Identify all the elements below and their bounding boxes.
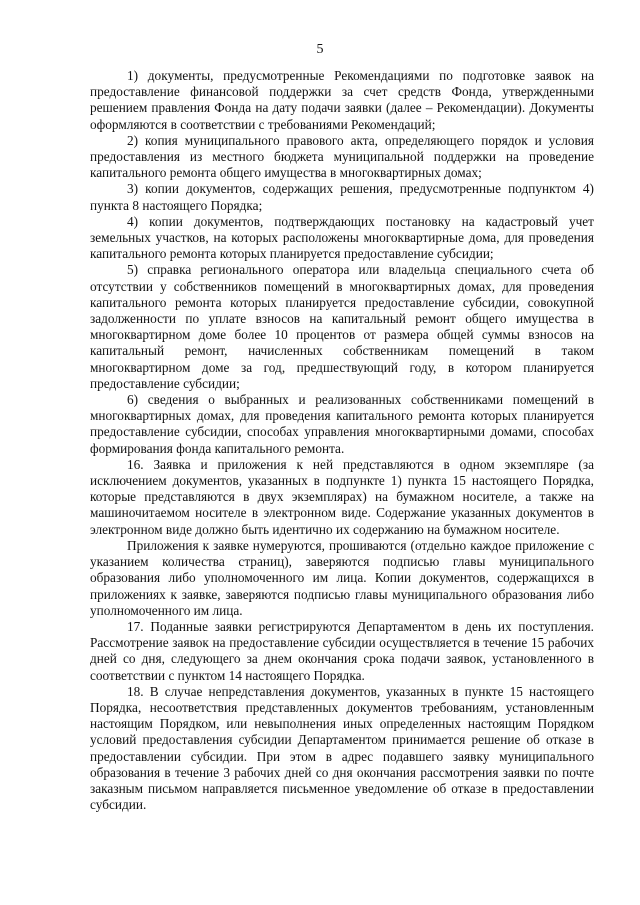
page-number: 5 — [316, 42, 324, 57]
paragraph-item-2: 2) копия муниципального правового акта, определяющего порядок и условия предоставления из местного бюджета муниципальной поддержки на проведение капитального ремонта общего имущества в многоквартирных домах; — [90, 132, 594, 181]
paragraph-16: 16. Заявка и приложения к ней представляются в одном экземпляре (за исключением документов, указанных в подпункте 1) пункта 15 настоящего Порядка, которые представляются в двух экземплярах) на бумажном носителе, а также на машиночитаемом носителе в электронном виде. Содержание указанных документов в электронном виде должно быть идентично их содержанию на бумажном носителе. — [90, 456, 594, 537]
paragraph-18: 18. В случае непредставления документов, указанных в пункте 15 настоящего Порядка, несоответствия представленных документов требованиям, установленным настоящим Порядком, или невыполнения иных определенных настоящим Порядком условий предоставления субсидии Департаментом принимается решение об отказе в предоставлении субсидии. При этом в адрес подавшего заявку муниципального образования в течение 3 рабочих дней со дня окончания рассмотрения заявки по почте заказным письмом направляется письменное уведомление об отказе в предоставлении субсидии. — [90, 683, 594, 813]
paragraph-item-5: 5) справка регионального оператора или владельца специального счета об отсутствии у собственников помещений в многоквартирных домах, для проведения капитального ремонта которых планируется предоставление субсидии, совокупной задолженности по уплате взносов на капитальный ремонт общего имущества в многоквартирном доме более 10 процентов от размера общей суммы взносов на капитальный ремонт, начисленных собственникам помещений в таком многоквартирном доме за год, предшествующий году, в котором планируется предоставление субсидии; — [90, 262, 594, 391]
paragraph-item-6: 6) сведения о выбранных и реализованных собственниками помещений в многоквартирных домах, для проведения капитального ремонта которых планируется предоставление субсидии, способах управления многоквартирными домами, способах формирования фонда капитального ремонта. — [90, 392, 594, 456]
paragraph-item-3: 3) копии документов, содержащих решения, предусмотренные подпунктом 4) пункта 8 настоящего Порядка; — [90, 181, 594, 213]
paragraph-item-1: 1) документы, предусмотренные Рекомендациями по подготовке заявок на предоставление финансовой поддержки за счет средств Фонда, утвержденными решением правления Фонда на дату подачи заявки (далее – Рекомендации). Документы оформляются в соответствии с требованиями Рекомендаций; — [90, 68, 594, 132]
paragraph-17: 17. Поданные заявки регистрируются Департаментом в день их поступления. Рассмотрение заявок на предоставление субсидии осуществляется в течение 15 рабочих дней со дня, следующего за днем окончания срока подачи заявок, установленного в соответствии с пунктом 14 настоящего Порядка. — [90, 618, 594, 683]
document-body — [90, 68, 594, 813]
paragraph-attachments: Приложения к заявке нумеруются, прошиваются (отдельно каждое приложение с указанием количества страниц), заверяются подписью главы муниципального образования либо уполномоченного им лица. Копии документов, содержащихся в приложениях к заявке, заверяются подписью главы муниципального образования либо уполномоченного им лица. — [90, 537, 594, 618]
paragraph-item-4: 4) копии документов, подтверждающих постановку на кадастровый учет земельных участков, на которых расположены многоквартирные дома, для проведения капитального ремонта которых планируется предоставление субсидии; — [90, 213, 594, 262]
